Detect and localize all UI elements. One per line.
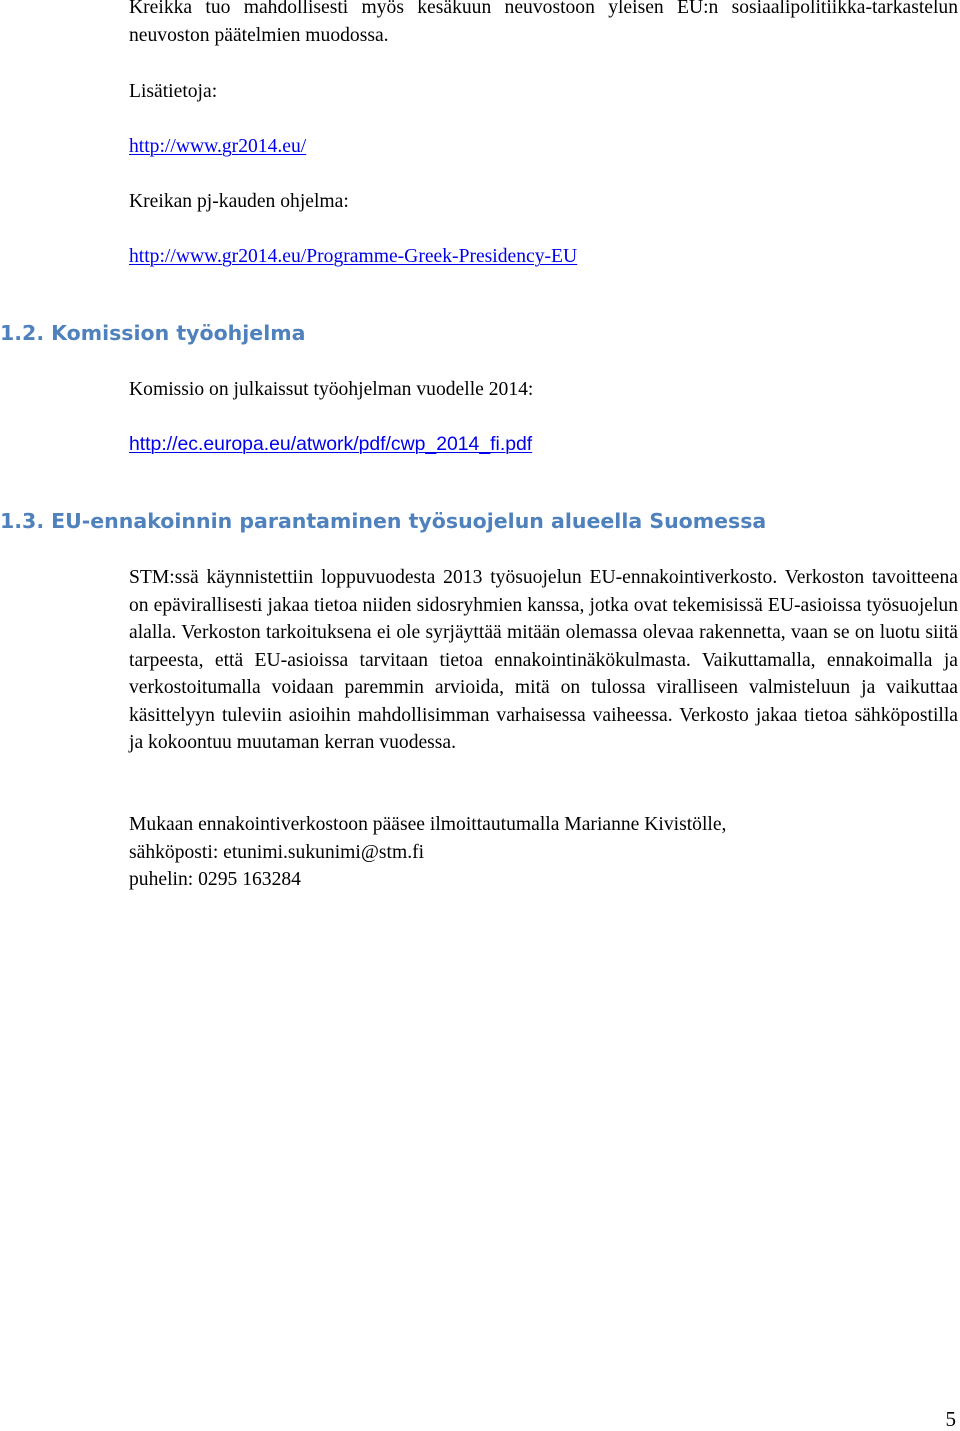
section-heading-1-3 [0,507,766,535]
intro-paragraph: Kreikka tuo mahdollisesti myös kesäkuun neuvostoon yleisen EU:n sosiaalipolitiikka-tarkastelun neuvoston päätelmien muodossa. [129,0,958,46]
work-programme-link-text[interactable]: http://ec.europa.eu/atwork/pdf/cwp_2014_fi.pdf [129,433,533,455]
greek-presidency-link[interactable] [129,133,306,161]
contact-line: Mukaan ennakointiverkostoon pääsee ilmoittautumalla Marianne Kivistölle, [129,814,727,835]
programme-link[interactable] [129,243,577,271]
section-number: 1.3. [0,509,45,533]
network-paragraph: STM:ssä käynnistettiin loppuvuodesta 2013 työsuojelun EU-ennakointiverkosto. Verkoston tavoitteena on epävirallisesti jakaa tietoa niiden sidosryhmien kanssa, jotka ovat tekemisissä EU-asioissa työsuojelun alalla. Verkoston tarkoituksena ei ole syrjäyttää mitään olemassa olevaa rakennetta, vaan se on luotu siitä tarpeesta, että EU-asioissa tarvitaan tietoa ennakointinäkökulmasta. Vaikuttamalla, ennakoimalla ja verkostoitumalla voidaan paremmin arvioida, mitä on tulossa viralliseen valmisteluun ja vaikuttaa käsittelyyn tuleviin asioihin mahdollisimman varhaisessa vaiheessa. Verkosto jakaa tietoa sähköpostilla ja kokoontuu muutaman kerran vuodessa. [129,567,958,753]
work-programme-text: Komissio on julkaissut työohjelman vuodelle 2014: [129,379,534,400]
programme-link-text[interactable]: http://www.gr2014.eu/Programme-Greek-Presidency-EU [129,246,578,267]
page-number: 5 [945,1407,956,1431]
greek-presidency-link-text[interactable]: http://www.gr2014.eu/ [129,136,307,157]
section-title: EU-ennakoinnin parantaminen työsuojelun alueella Suomessa [51,509,767,533]
section-heading-1-2 [0,319,305,347]
contact-phone: puhelin: 0295 163284 [129,869,301,890]
work-programme-link[interactable] [129,431,532,459]
contact-email: sähköposti: etunimi.sukunimi@stm.fi [129,841,425,863]
section-title: Komission työohjelma [51,321,306,345]
more-info-label: Lisätietoja: [129,81,218,102]
programme-label: Kreikan pj-kauden ohjelma: [129,191,349,212]
section-number: 1.2. [0,321,45,345]
contact-block [129,811,726,894]
